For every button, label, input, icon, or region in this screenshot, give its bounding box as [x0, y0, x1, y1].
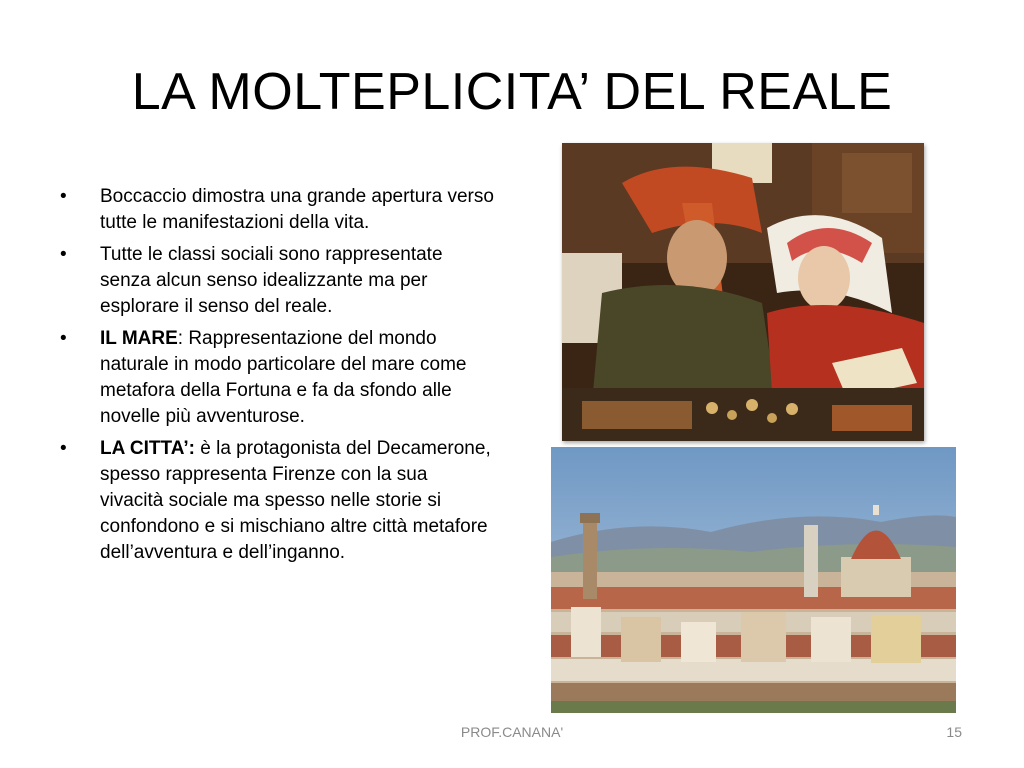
florence-cityscape-image	[551, 447, 956, 713]
bullet-text: è la protagonista del Decamerone, spesso rappresenta Firenze con la sua vivacità sociale ma spesso nelle storie si confondono e si mischiano altre città metafore dell’avventura e dell’inganno.	[100, 438, 491, 563]
florence-cityscape-illustration	[551, 447, 956, 713]
page-number: 15	[946, 724, 962, 740]
bullet-text: : Rappresentazione del mondo naturale in modo particolare del mare come metafora della Fortuna e fa da sfondo alle novelle più avventurose.	[100, 328, 467, 427]
bullet-item	[56, 242, 496, 320]
moneychanger-painting-illustration	[562, 143, 924, 441]
bullet-list	[56, 184, 496, 572]
bullet-dot: •	[60, 244, 67, 265]
bullet-item	[56, 326, 496, 430]
bullet-dot: •	[60, 186, 67, 207]
bullet-dot: •	[60, 328, 67, 349]
moneychanger-painting-image	[562, 143, 924, 441]
bullet-text: Tutte le classi sociali sono rappresentate senza alcun senso idealizzante ma per esplorare il senso del reale.	[100, 244, 443, 317]
bullet-bold: LA CITTA’:	[100, 438, 195, 459]
bullet-item	[56, 184, 496, 236]
footer-author: PROF.CANANA'	[460, 724, 564, 740]
bullet-text: Boccaccio dimostra una grande apertura verso tutte le manifestazioni della vita.	[100, 186, 494, 233]
bullet-item	[56, 436, 496, 566]
bullet-bold: IL MARE	[100, 328, 178, 349]
slide-title: LA MOLTEPLICITA’ DEL REALE	[131, 63, 893, 121]
bullet-dot: •	[60, 438, 67, 459]
